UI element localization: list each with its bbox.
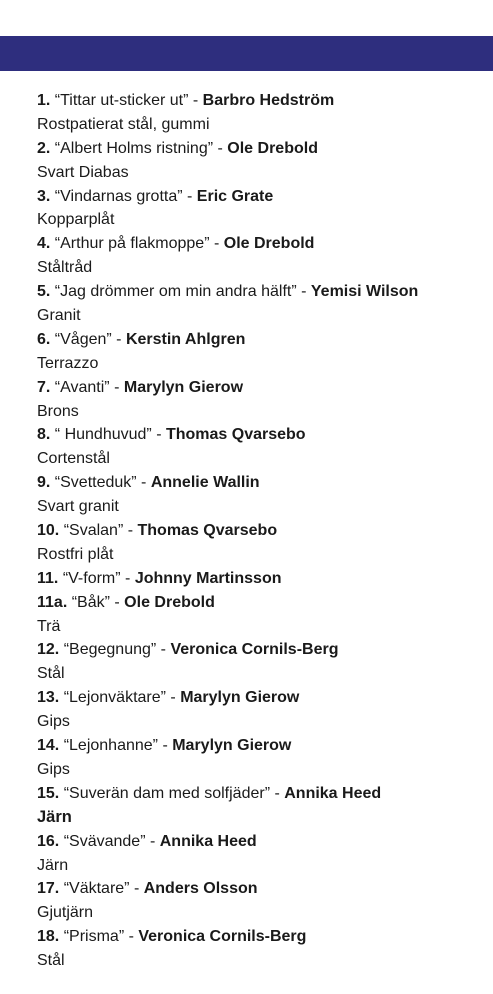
artwork-material: Gjutjärn bbox=[37, 904, 94, 922]
artwork-title: “Vindarnas grotta” bbox=[54, 187, 183, 205]
separator: - bbox=[111, 330, 126, 348]
separator: - bbox=[209, 235, 224, 253]
separator: - bbox=[136, 474, 151, 492]
artwork-number: 3. bbox=[37, 187, 51, 205]
artwork-material: Brons bbox=[37, 402, 79, 420]
artwork-title-line bbox=[37, 925, 487, 949]
artwork-number: 4. bbox=[37, 235, 51, 253]
artwork-title: “Lejonväktare” bbox=[63, 689, 166, 707]
artwork-material: Järn bbox=[37, 807, 72, 826]
artwork-material: Svart Diabas bbox=[37, 163, 129, 181]
separator: - bbox=[156, 641, 171, 659]
artwork-title-line bbox=[37, 877, 487, 901]
artist-name: Thomas Qvarsebo bbox=[137, 522, 278, 540]
artwork-number: 16. bbox=[37, 832, 60, 850]
artwork-number: 8. bbox=[37, 426, 51, 444]
separator: - bbox=[109, 593, 125, 611]
artwork-material: Cortenstål bbox=[37, 450, 110, 468]
artwork-title: “Begegnung” bbox=[63, 641, 157, 659]
separator: - bbox=[188, 92, 203, 109]
artwork-number: 14. bbox=[37, 737, 60, 755]
artwork-title-line bbox=[37, 519, 487, 543]
artist-name: Veronica Cornils-Berg bbox=[138, 928, 307, 946]
artwork-number: 10. bbox=[37, 522, 60, 540]
artwork-material: Rostpatierat stål, gummi bbox=[37, 115, 210, 133]
artist-name: Johnny Martinsson bbox=[134, 569, 282, 587]
artist-name: Marylyn Gierow bbox=[123, 378, 244, 396]
artwork-title-line bbox=[37, 830, 487, 854]
artwork-title-line bbox=[37, 734, 487, 758]
artist-name: Marylyn Gierow bbox=[172, 737, 292, 755]
separator: - bbox=[165, 689, 181, 707]
artwork-number: 17. bbox=[37, 880, 60, 898]
artwork-material: Ståltråd bbox=[37, 259, 93, 277]
separator: - bbox=[270, 784, 285, 802]
artist-name: Ole Drebold bbox=[223, 235, 315, 253]
separator: - bbox=[120, 569, 135, 587]
artwork-number: 7. bbox=[37, 378, 51, 396]
artwork-material: Järn bbox=[37, 856, 69, 874]
artwork-number: 1. bbox=[37, 92, 51, 109]
separator: - bbox=[158, 737, 173, 755]
artwork-material: Svart granit bbox=[37, 498, 119, 516]
artwork-title: “Albert Holms ristning” bbox=[54, 139, 214, 157]
artwork-number: 11a. bbox=[37, 593, 68, 611]
artwork-material: Kopparplåt bbox=[37, 211, 115, 229]
artist-name: Barbro Hedström bbox=[202, 92, 335, 109]
separator: - bbox=[129, 880, 144, 898]
separator: - bbox=[213, 139, 228, 157]
artwork-title-line bbox=[37, 185, 487, 209]
artwork-title: “Svetteduk” bbox=[54, 474, 137, 492]
separator: - bbox=[124, 928, 139, 946]
artwork-material: Rostfri plåt bbox=[37, 545, 114, 563]
artwork-number: 5. bbox=[37, 283, 51, 301]
artwork-number: 6. bbox=[37, 330, 51, 348]
artwork-title: “Tittar ut-sticker ut” bbox=[54, 92, 189, 109]
artist-name: Annika Heed bbox=[159, 832, 257, 850]
artwork-title-line bbox=[37, 280, 487, 304]
separator: - bbox=[109, 378, 124, 396]
artwork-number: 18. bbox=[37, 928, 60, 946]
artwork-number: 11. bbox=[37, 569, 59, 587]
artwork-number: 2. bbox=[37, 139, 51, 157]
artwork-title-line bbox=[37, 471, 487, 495]
artwork-title-line bbox=[37, 137, 487, 161]
artwork-material: Granit bbox=[37, 307, 81, 325]
artwork-title-line bbox=[37, 782, 487, 806]
artwork-title-line bbox=[37, 591, 487, 615]
artwork-title: “Båk” bbox=[71, 593, 110, 611]
artwork-title: “ Hundhuvud” bbox=[54, 426, 152, 444]
separator: - bbox=[123, 522, 138, 540]
artwork-title-line bbox=[37, 638, 487, 662]
artwork-title: “Väktare” bbox=[63, 880, 130, 898]
separator: - bbox=[145, 832, 160, 850]
artwork-material: Trä bbox=[37, 617, 61, 635]
artist-name: Ole Drebold bbox=[124, 593, 215, 611]
separator: - bbox=[151, 426, 166, 444]
artist-name: Marylyn Gierow bbox=[180, 689, 300, 707]
separator: - bbox=[296, 283, 311, 301]
artwork-material: Terrazzo bbox=[37, 354, 99, 372]
artwork-title-line bbox=[37, 89, 487, 113]
artwork-material: Stål bbox=[37, 952, 65, 970]
artwork-material: Gips bbox=[37, 760, 70, 778]
artist-name: Thomas Qvarsebo bbox=[165, 426, 306, 444]
artwork-title-line bbox=[37, 376, 487, 400]
artwork-number: 9. bbox=[37, 474, 51, 492]
artist-name: Veronica Cornils-Berg bbox=[170, 641, 339, 659]
artwork-title: “Jag drömmer om min andra hälft” bbox=[54, 283, 297, 301]
artwork-number: 15. bbox=[37, 784, 60, 802]
artwork-title: “Svävande” bbox=[63, 832, 146, 850]
artwork-title-line bbox=[37, 232, 487, 256]
artist-name: Eric Grate bbox=[196, 187, 274, 205]
artwork-material: Stål bbox=[37, 665, 65, 683]
artwork-title: “Svalan” bbox=[63, 522, 124, 540]
artist-name: Annika Heed bbox=[284, 784, 382, 802]
header-band bbox=[0, 36, 493, 71]
artwork-material: Gips bbox=[37, 713, 70, 731]
artwork-title: “Arthur på flakmoppe” bbox=[54, 235, 210, 253]
artist-name: Annelie Wallin bbox=[150, 474, 260, 492]
artwork-title-line bbox=[37, 567, 487, 591]
separator: - bbox=[182, 187, 197, 205]
artwork-title: “Suverän dam med solfjäder” bbox=[63, 784, 271, 802]
artwork-number: 13. bbox=[37, 689, 60, 707]
artist-name: Yemisi Wilson bbox=[310, 283, 419, 301]
artwork-title: “Vågen” bbox=[54, 330, 112, 348]
artwork-title-line bbox=[37, 423, 487, 447]
artwork-title-line bbox=[37, 328, 487, 352]
artwork-title: “Avanti” bbox=[54, 378, 110, 396]
artwork-title: “Prisma” bbox=[63, 928, 125, 946]
artist-name: Anders Olsson bbox=[143, 880, 258, 898]
artwork-title-line bbox=[37, 686, 487, 710]
artwork-list bbox=[37, 89, 487, 973]
artwork-number: 12. bbox=[37, 641, 60, 659]
artwork-title: “V-form” bbox=[62, 569, 121, 587]
artist-name: Kerstin Ahlgren bbox=[125, 330, 246, 348]
artwork-title: “Lejonhanne” bbox=[63, 737, 158, 755]
artist-name: Ole Drebold bbox=[227, 139, 318, 157]
